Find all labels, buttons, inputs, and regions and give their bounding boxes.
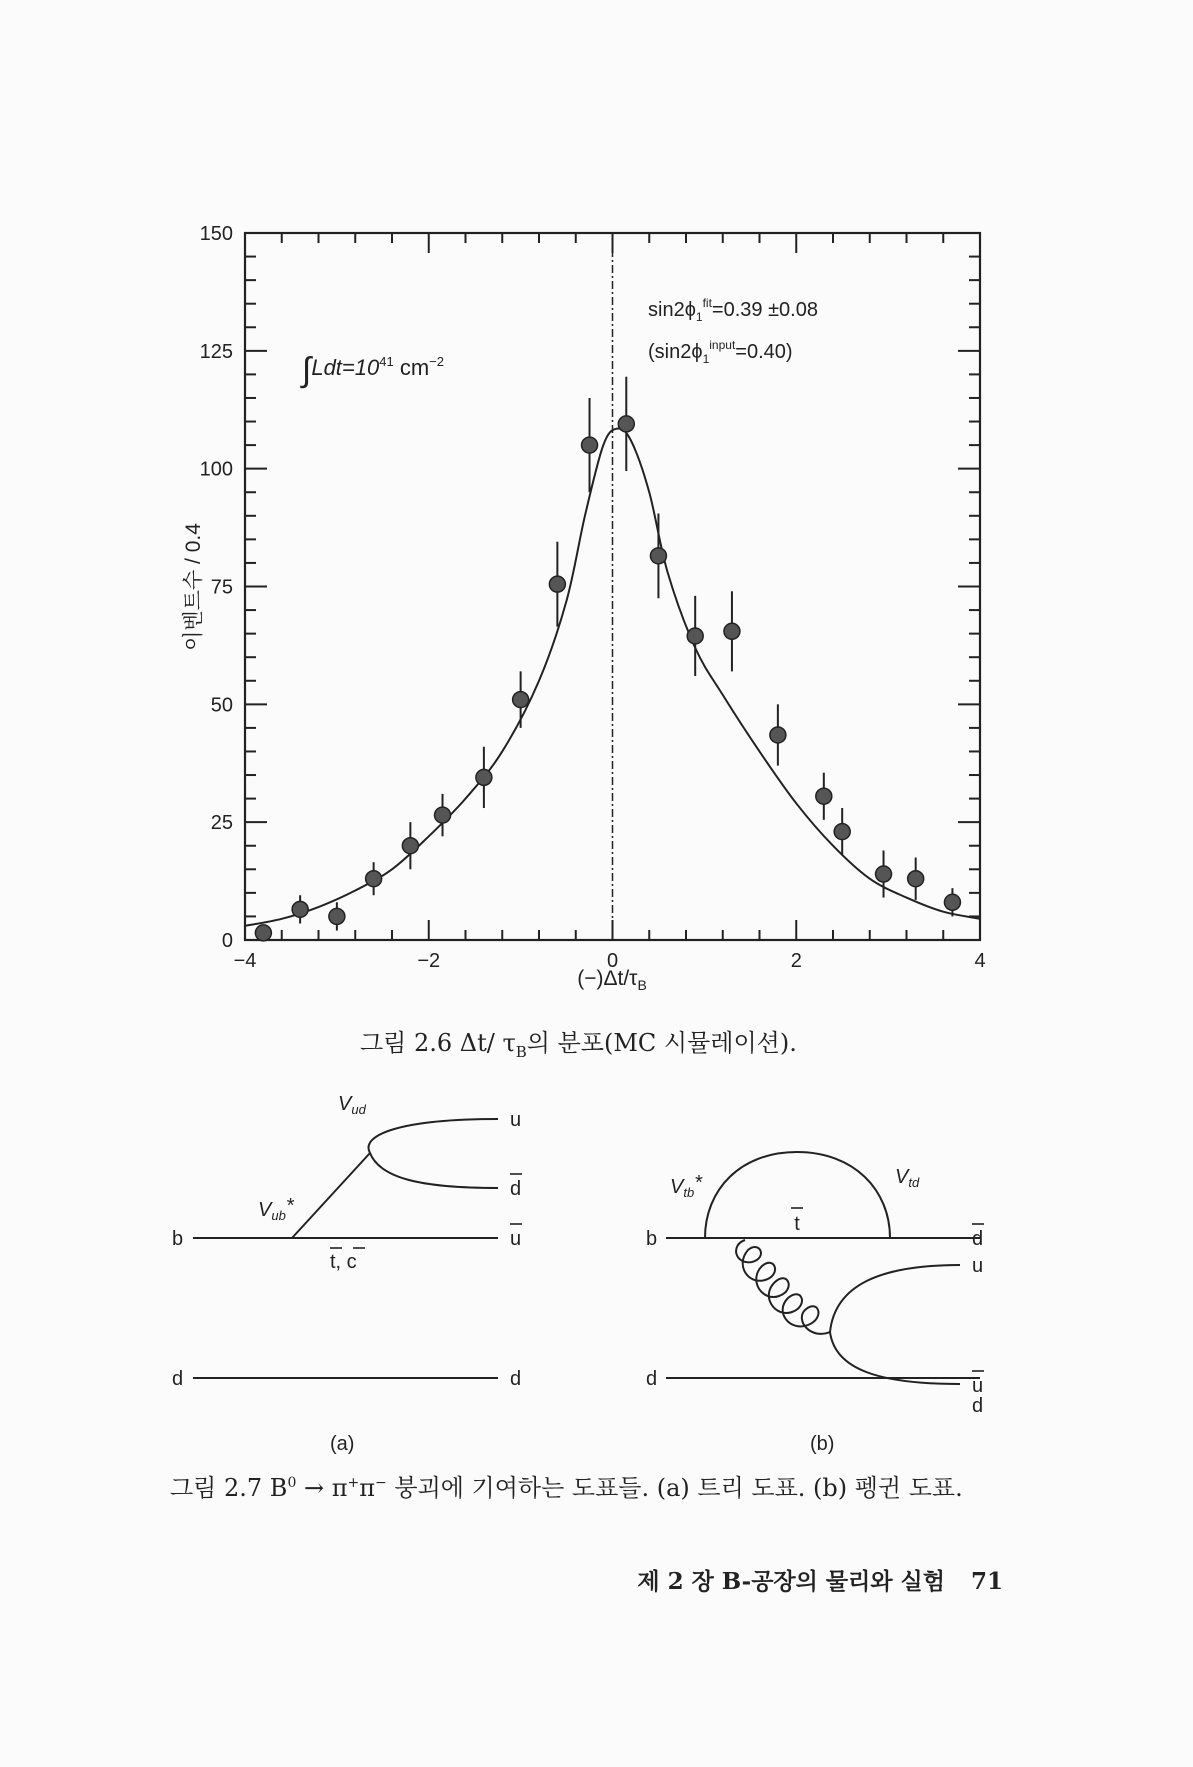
fit-annotation: $\sin 2\phi_1^{fit}=0.39 \pm 0.08$	[648, 296, 818, 324]
data-point	[435, 794, 451, 836]
data-marker	[944, 894, 960, 910]
label-d-left: d	[646, 1368, 658, 1390]
y-tick-label: 125	[199, 340, 233, 363]
x-tick-label: 4	[974, 950, 986, 972]
data-marker	[816, 788, 832, 804]
input-annotation: $(\sin 2\phi_1^{input}=0.40)$	[648, 338, 793, 366]
data-marker	[834, 824, 850, 840]
x-tick-label: −4	[233, 950, 257, 972]
label-u: u	[510, 1109, 522, 1131]
data-point	[513, 671, 529, 728]
label-tc: t, c	[330, 1251, 357, 1273]
label-vtd: $V_{td}$	[895, 1166, 920, 1190]
data-point	[366, 862, 382, 895]
tick-labels	[200, 223, 986, 972]
y-tick-label: 75	[210, 576, 233, 599]
figure-2-7-caption: 그림 2.7 $B^0 \to \pi^+\pi^-$ 붕괴에 기여하는 도표들. (a) 트리 도표. (b) 펭귄 도표.	[170, 1474, 963, 1502]
data-points	[255, 377, 960, 941]
luminosity-annotation: $\int Ldt=10^{41}$ $cm^{-2}$	[302, 351, 444, 389]
figure-2-6-caption: 그림 2.6 Δt/ $\tau_B$의 분포(MC 시뮬레이션).	[360, 1029, 797, 1061]
x-axis-label: $(-)\Delta t/\tau_B$	[577, 967, 647, 993]
label-ubar: u	[972, 1375, 984, 1397]
diagram-a-label: (a)	[330, 1433, 355, 1455]
data-marker	[650, 548, 666, 564]
data-marker	[549, 576, 565, 592]
label-dbar: d	[510, 1178, 522, 1200]
y-axis-label: 이벤트수 / 0.4	[182, 523, 205, 651]
label-t: t	[794, 1213, 800, 1235]
label-d-right: d	[510, 1368, 522, 1390]
y-tick-label: 50	[210, 694, 233, 717]
gluon-line	[736, 1240, 830, 1334]
x-tick-label: 0	[606, 950, 619, 972]
data-point	[402, 822, 418, 869]
page-footer	[637, 1563, 1003, 1596]
tree-diagram	[172, 1093, 522, 1455]
label-b: b	[172, 1228, 184, 1250]
data-point	[770, 704, 786, 765]
data-point	[255, 925, 271, 941]
data-point	[908, 858, 924, 900]
data-point	[476, 747, 492, 808]
data-marker	[292, 901, 308, 917]
label-u: u	[972, 1255, 984, 1277]
label-b: b	[646, 1228, 658, 1250]
label-ubar: u	[510, 1228, 522, 1250]
ud-pair-curve	[369, 1119, 498, 1188]
data-marker	[687, 628, 703, 644]
page-number: 71	[970, 1568, 1003, 1595]
x-tick-label: 2	[790, 950, 802, 972]
data-marker	[435, 807, 451, 823]
data-marker	[618, 416, 634, 432]
data-marker	[582, 437, 598, 453]
data-marker	[366, 871, 382, 887]
label-vtb: $V_{tb}*$	[670, 1172, 702, 1200]
label-d-left: d	[172, 1368, 184, 1390]
data-marker	[402, 838, 418, 854]
data-marker	[513, 692, 529, 708]
label-vud: $V_{ud}$	[338, 1093, 366, 1117]
data-marker	[255, 925, 271, 941]
label-vub: $V_{ub}*$	[258, 1195, 294, 1223]
y-tick-label: 150	[199, 223, 233, 245]
data-marker	[724, 623, 740, 639]
label-d-right: d	[972, 1395, 984, 1417]
penguin-diagram	[646, 1152, 984, 1455]
x-tick-label: −2	[417, 950, 441, 972]
data-point	[650, 513, 666, 598]
data-marker	[476, 769, 492, 785]
data-marker	[770, 727, 786, 743]
data-point	[816, 773, 832, 820]
data-marker	[908, 871, 924, 887]
y-tick-label: 100	[199, 458, 233, 481]
y-tick-label: 0	[221, 930, 233, 952]
chapter-title: 제 2 장 B-공장의 물리와 실험	[637, 1568, 945, 1595]
label-dbar: d	[972, 1228, 984, 1250]
data-point	[292, 895, 308, 923]
data-point	[687, 596, 703, 676]
data-marker	[329, 908, 345, 924]
data-point	[329, 902, 345, 930]
data-point	[724, 591, 740, 671]
feynman-diagrams	[0, 1080, 1193, 1500]
uubar-pair-curve	[830, 1265, 960, 1384]
data-point	[582, 398, 598, 492]
y-tick-label: 25	[210, 812, 233, 835]
data-marker	[876, 866, 892, 882]
w-boson-line	[292, 1153, 370, 1238]
diagram-b-label: (b)	[810, 1433, 835, 1455]
data-point	[618, 377, 634, 471]
